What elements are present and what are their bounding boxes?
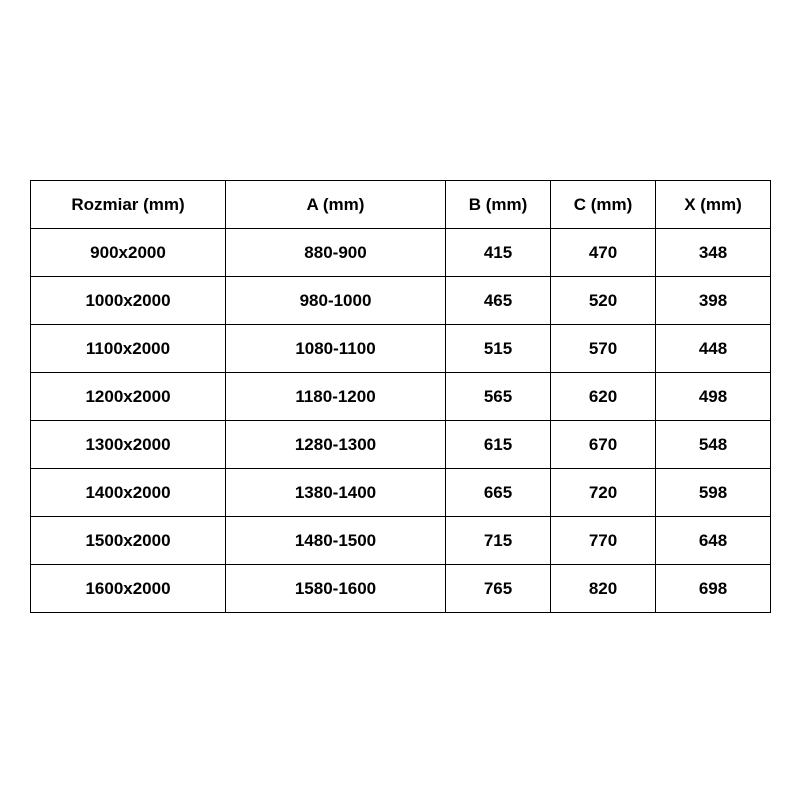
cell-b: 465 xyxy=(446,277,551,325)
cell-x: 548 xyxy=(656,421,771,469)
table-row xyxy=(31,517,771,565)
cell-c: 470 xyxy=(551,229,656,277)
table-row xyxy=(31,565,771,613)
cell-c: 770 xyxy=(551,517,656,565)
cell-x: 648 xyxy=(656,517,771,565)
cell-b: 665 xyxy=(446,469,551,517)
cell-rozmiar: 1600x2000 xyxy=(31,565,226,613)
cell-a: 980-1000 xyxy=(226,277,446,325)
cell-a: 880-900 xyxy=(226,229,446,277)
cell-x: 498 xyxy=(656,373,771,421)
cell-x: 398 xyxy=(656,277,771,325)
cell-x: 348 xyxy=(656,229,771,277)
column-header-b: B (mm) xyxy=(446,181,551,229)
cell-rozmiar: 1500x2000 xyxy=(31,517,226,565)
table-header xyxy=(31,181,771,229)
cell-c: 520 xyxy=(551,277,656,325)
spec-table-container xyxy=(30,180,770,613)
table-row xyxy=(31,373,771,421)
cell-c: 670 xyxy=(551,421,656,469)
cell-a: 1580-1600 xyxy=(226,565,446,613)
cell-c: 720 xyxy=(551,469,656,517)
dimensions-table xyxy=(30,180,771,613)
cell-x: 698 xyxy=(656,565,771,613)
cell-b: 515 xyxy=(446,325,551,373)
table-row xyxy=(31,277,771,325)
cell-x: 448 xyxy=(656,325,771,373)
column-header-rozmiar: Rozmiar (mm) xyxy=(31,181,226,229)
cell-a: 1280-1300 xyxy=(226,421,446,469)
table-row xyxy=(31,421,771,469)
table-row xyxy=(31,469,771,517)
cell-rozmiar: 900x2000 xyxy=(31,229,226,277)
cell-a: 1180-1200 xyxy=(226,373,446,421)
cell-a: 1480-1500 xyxy=(226,517,446,565)
cell-rozmiar: 1100x2000 xyxy=(31,325,226,373)
cell-rozmiar: 1300x2000 xyxy=(31,421,226,469)
table-body xyxy=(31,229,771,613)
column-header-a: A (mm) xyxy=(226,181,446,229)
cell-b: 415 xyxy=(446,229,551,277)
cell-x: 598 xyxy=(656,469,771,517)
table-row xyxy=(31,325,771,373)
cell-a: 1080-1100 xyxy=(226,325,446,373)
cell-c: 570 xyxy=(551,325,656,373)
cell-rozmiar: 1000x2000 xyxy=(31,277,226,325)
cell-b: 715 xyxy=(446,517,551,565)
column-header-x: X (mm) xyxy=(656,181,771,229)
cell-b: 565 xyxy=(446,373,551,421)
cell-b: 765 xyxy=(446,565,551,613)
cell-b: 615 xyxy=(446,421,551,469)
table-header-row xyxy=(31,181,771,229)
cell-c: 620 xyxy=(551,373,656,421)
column-header-c: C (mm) xyxy=(551,181,656,229)
table-row xyxy=(31,229,771,277)
cell-rozmiar: 1400x2000 xyxy=(31,469,226,517)
cell-rozmiar: 1200x2000 xyxy=(31,373,226,421)
cell-a: 1380-1400 xyxy=(226,469,446,517)
cell-c: 820 xyxy=(551,565,656,613)
